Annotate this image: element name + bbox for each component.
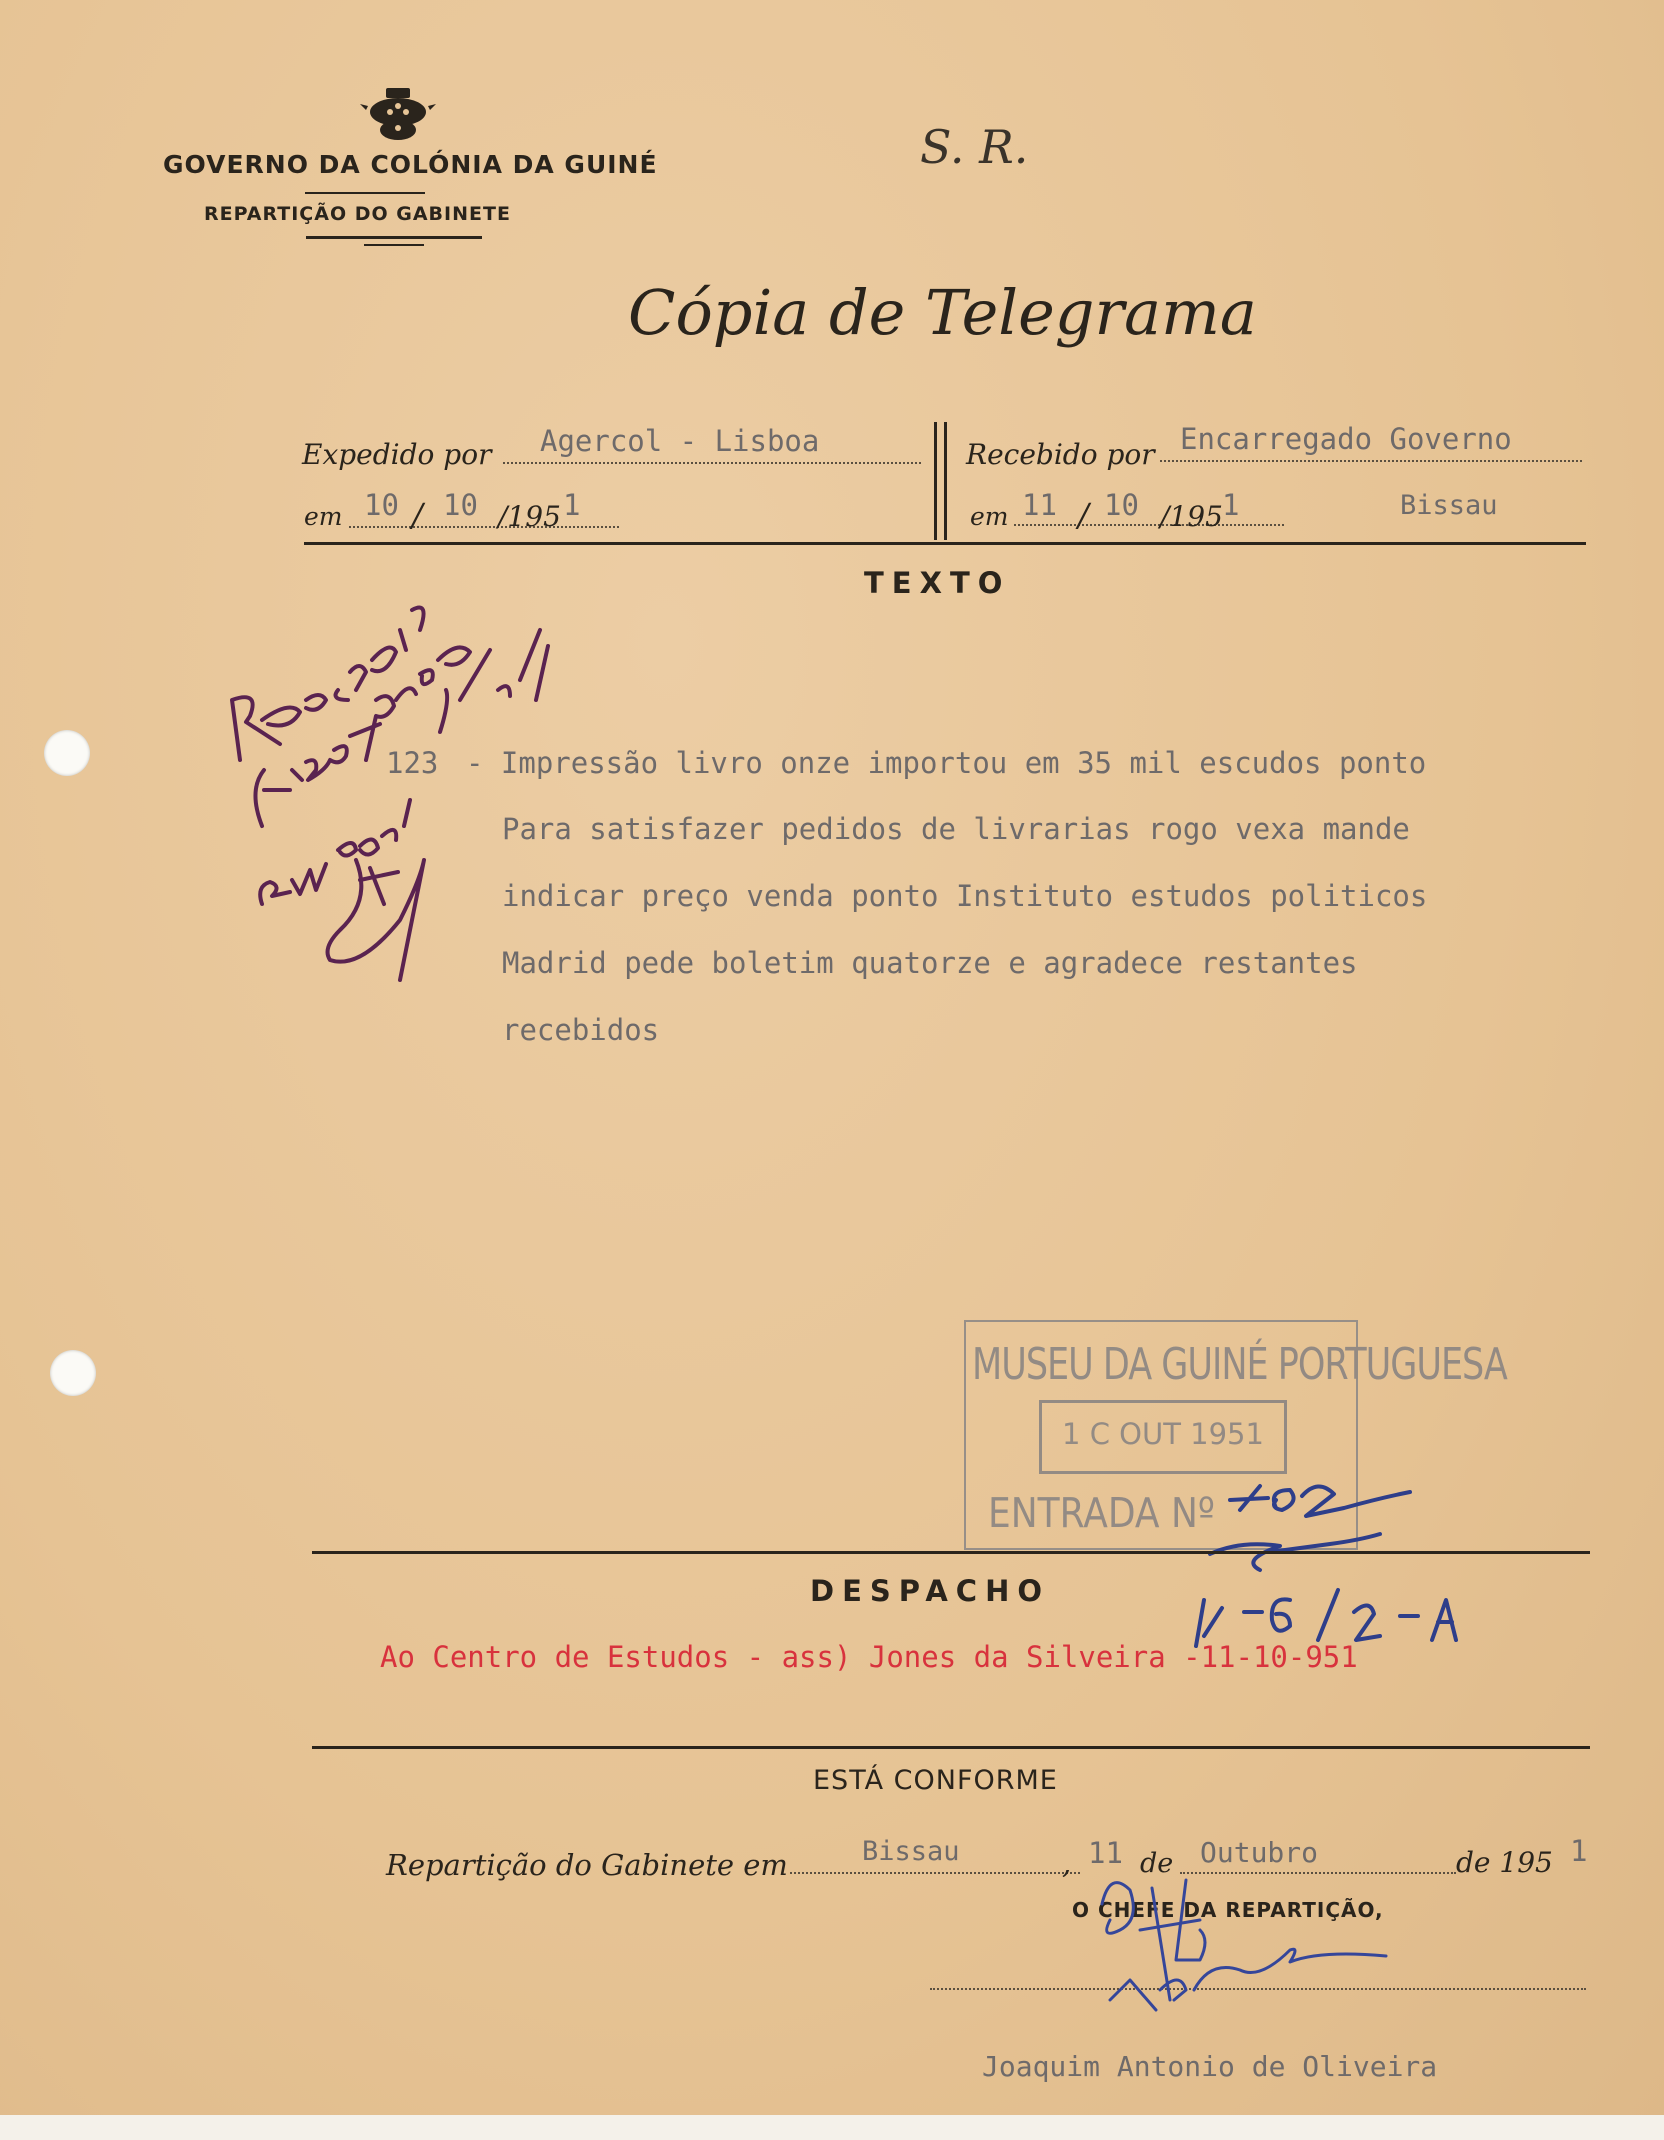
stamp-title: MUSEU DA GUINÉ PORTUGUESA (972, 1340, 1507, 1390)
document-title: Cópia de Telegrama (628, 276, 1257, 349)
conforme-month: Outubro (1200, 1836, 1319, 1869)
department-title: REPARTIÇÃO DO GABINETE (204, 203, 511, 225)
despacho-heading: DESPACHO (810, 1574, 1051, 1608)
sent-year-suffix: 1 (563, 488, 581, 522)
conforme-place: Bissau (862, 1836, 960, 1867)
received-year-suffix: 1 (1222, 488, 1240, 522)
conforme-year-suffix: 1 (1570, 1834, 1588, 1868)
conforme-de: de (1140, 1848, 1174, 1879)
stamp-date: 1 C OUT 1951 (1062, 1417, 1264, 1451)
telegram-number: 123 (386, 746, 439, 780)
chief-title: O CHEFE DA REPARTIÇÃO, (1072, 1898, 1384, 1922)
telegram-line-2: Para satisfazer pedidos de livrarias rogo vexa mande (502, 812, 1410, 846)
telegram-line-3: indicar preço venda ponto Instituto estudos politicos (502, 879, 1428, 913)
classification-mark: S. R. (920, 120, 1029, 174)
government-title: GOVERNO DA COLÓNIA DA GUINÉ (163, 150, 658, 179)
sent-by-value: Agercol - Lisboa (540, 424, 820, 458)
telegram-line-5: recebidos (502, 1013, 660, 1047)
conforme-heading: ESTÁ CONFORME (813, 1765, 1058, 1796)
conforme-day: 11 (1088, 1836, 1123, 1870)
received-month: 10 (1104, 488, 1139, 522)
telegram-line-4: Madrid pede boletim quatorze e agradece restantes (502, 946, 1358, 980)
date-separator: / (412, 496, 423, 534)
received-on-label: em (970, 502, 1009, 531)
sent-on-label: em (304, 502, 343, 531)
text-heading: TEXTO (864, 566, 1011, 600)
received-by-value: Encarregado Governo (1180, 422, 1512, 456)
sent-month: 10 (443, 488, 478, 522)
conforme-year-label: de 195 (1456, 1846, 1553, 1879)
sent-year-prefix: /195 (498, 500, 561, 533)
telegram-line-1: - Impressão livro onze importou em 35 mil escudos ponto (466, 746, 1427, 780)
despacho-text: Ao Centro de Estudos - ass) Jones da Silveira -11-10-951 (380, 1640, 1358, 1674)
signatory-name: Joaquim Antonio de Oliveira (982, 2050, 1438, 2083)
received-year-prefix: /195 (1160, 500, 1223, 533)
received-by-label: Recebido por (966, 438, 1155, 471)
conforme-place-label: Repartição do Gabinete em (386, 1848, 788, 1882)
received-place: Bissau (1400, 490, 1498, 521)
sent-by-label: Expedido por (302, 438, 492, 471)
conforme-comma: , (1062, 1846, 1072, 1880)
stamp-entry-label: ENTRADA Nº (988, 1490, 1215, 1538)
received-day: 11 (1022, 488, 1057, 522)
sent-day: 10 (364, 488, 399, 522)
date-separator-2: / (1078, 496, 1089, 534)
